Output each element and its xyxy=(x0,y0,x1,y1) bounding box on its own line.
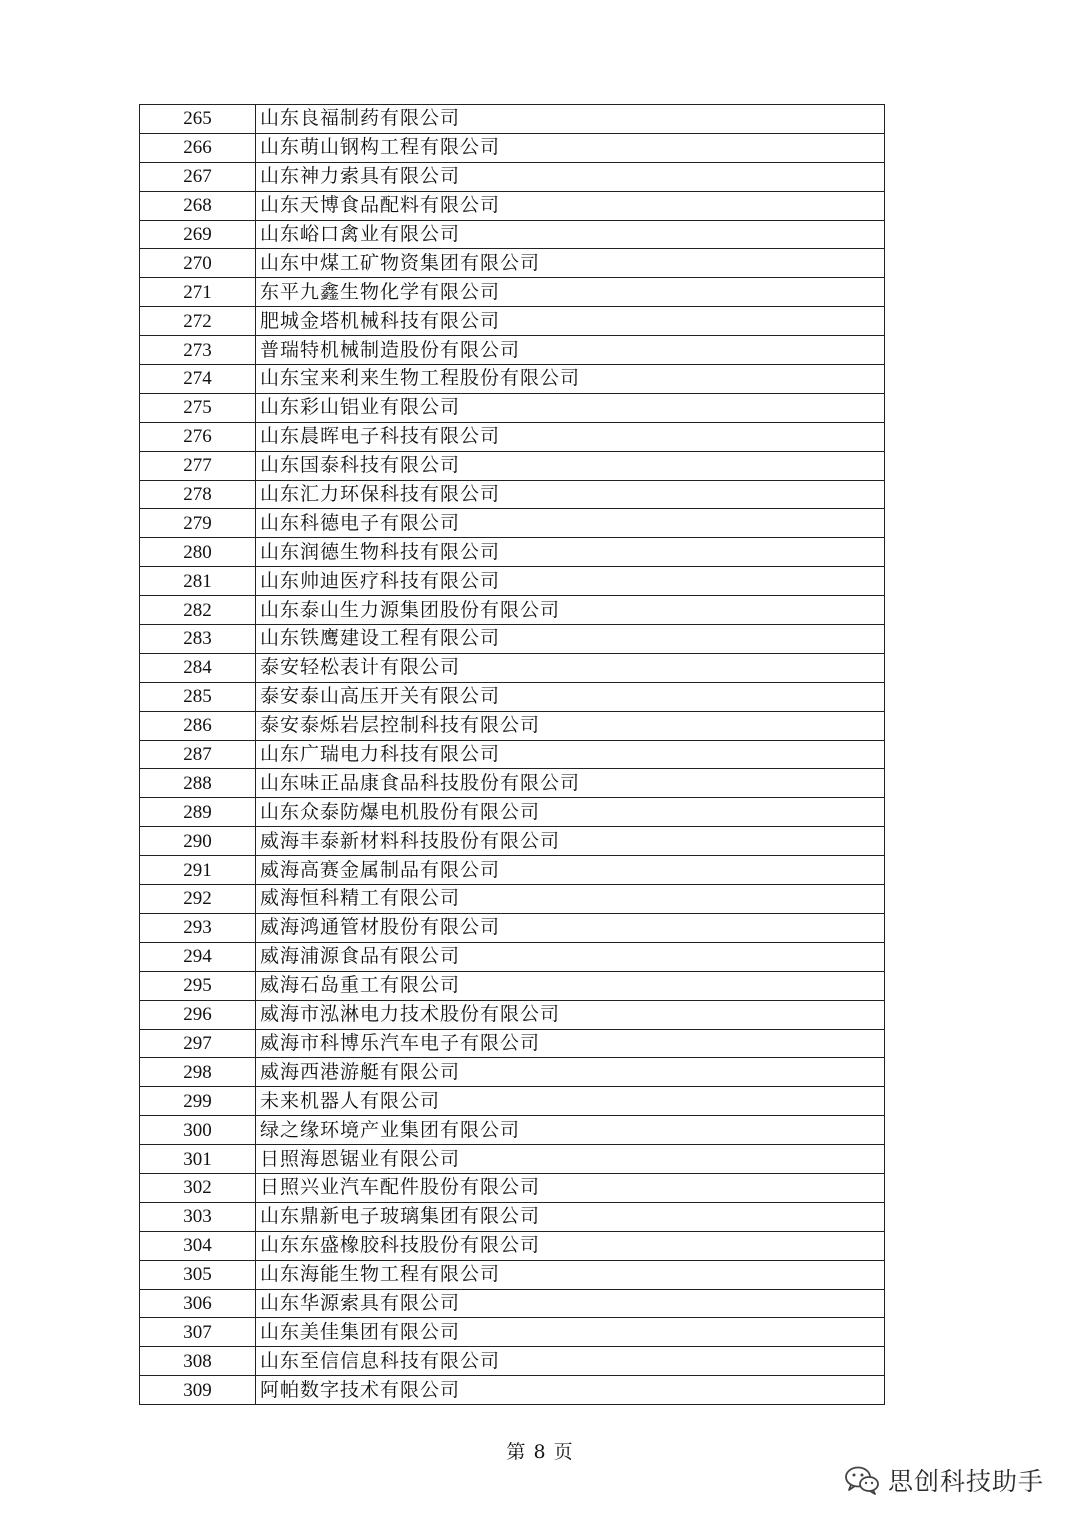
table-row xyxy=(140,1376,885,1405)
row-number: 283 xyxy=(140,625,256,654)
table-row xyxy=(140,856,885,885)
row-number: 299 xyxy=(140,1087,256,1116)
row-number: 268 xyxy=(140,191,256,220)
table-row xyxy=(140,769,885,798)
row-number: 298 xyxy=(140,1058,256,1087)
table-row xyxy=(140,422,885,451)
company-name: 威海市科博乐汽车电子有限公司 xyxy=(256,1029,885,1058)
table-row xyxy=(140,1289,885,1318)
table-row xyxy=(140,567,885,596)
table-row xyxy=(140,538,885,567)
table-row xyxy=(140,1087,885,1116)
row-number: 278 xyxy=(140,480,256,509)
row-number: 289 xyxy=(140,798,256,827)
company-name: 泰安泰山高压开关有限公司 xyxy=(256,682,885,711)
row-number: 270 xyxy=(140,249,256,278)
company-name: 山东天博食品配料有限公司 xyxy=(256,191,885,220)
company-name: 绿之缘环境产业集团有限公司 xyxy=(256,1116,885,1145)
row-number: 284 xyxy=(140,653,256,682)
company-name: 泰安轻松表计有限公司 xyxy=(256,653,885,682)
row-number: 300 xyxy=(140,1116,256,1145)
row-number: 272 xyxy=(140,307,256,336)
company-name: 山东彩山铝业有限公司 xyxy=(256,393,885,422)
table-row xyxy=(140,1029,885,1058)
table-row xyxy=(140,509,885,538)
table-row xyxy=(140,1145,885,1174)
table-row xyxy=(140,1318,885,1347)
table-row xyxy=(140,451,885,480)
row-number: 309 xyxy=(140,1376,256,1405)
company-name: 山东海能生物工程有限公司 xyxy=(256,1260,885,1289)
row-number: 302 xyxy=(140,1173,256,1202)
table-row xyxy=(140,653,885,682)
table-row xyxy=(140,682,885,711)
row-number: 295 xyxy=(140,971,256,1000)
row-number: 307 xyxy=(140,1318,256,1347)
row-number: 288 xyxy=(140,769,256,798)
company-name: 肥城金塔机械科技有限公司 xyxy=(256,307,885,336)
company-name: 威海市泓淋电力技术股份有限公司 xyxy=(256,1000,885,1029)
company-name: 山东至信信息科技有限公司 xyxy=(256,1347,885,1376)
table-row xyxy=(140,307,885,336)
row-number: 305 xyxy=(140,1260,256,1289)
row-number: 292 xyxy=(140,885,256,914)
row-number: 303 xyxy=(140,1202,256,1231)
wechat-icon xyxy=(844,1465,880,1495)
row-number: 267 xyxy=(140,162,256,191)
company-name: 山东广瑞电力科技有限公司 xyxy=(256,740,885,769)
row-number: 294 xyxy=(140,942,256,971)
row-number: 271 xyxy=(140,278,256,307)
company-name: 山东中煤工矿物资集团有限公司 xyxy=(256,249,885,278)
company-name: 山东华源索具有限公司 xyxy=(256,1289,885,1318)
table-row xyxy=(140,133,885,162)
company-name: 东平九鑫生物化学有限公司 xyxy=(256,278,885,307)
page-number: 第 8 页 xyxy=(506,1441,574,1463)
row-number: 275 xyxy=(140,393,256,422)
company-name: 日照兴业汽车配件股份有限公司 xyxy=(256,1173,885,1202)
row-number: 282 xyxy=(140,596,256,625)
table-row xyxy=(140,625,885,654)
table-row xyxy=(140,105,885,134)
company-name: 泰安泰烁岩层控制科技有限公司 xyxy=(256,711,885,740)
wechat-watermark xyxy=(844,1462,1044,1498)
company-name: 威海浦源食品有限公司 xyxy=(256,942,885,971)
table-row xyxy=(140,191,885,220)
company-list-table xyxy=(139,104,885,1405)
row-number: 290 xyxy=(140,827,256,856)
table-row xyxy=(140,913,885,942)
row-number: 306 xyxy=(140,1289,256,1318)
company-name: 日照海恩锯业有限公司 xyxy=(256,1145,885,1174)
company-name: 山东美佳集团有限公司 xyxy=(256,1318,885,1347)
table-row xyxy=(140,885,885,914)
row-number: 301 xyxy=(140,1145,256,1174)
table-row xyxy=(140,1260,885,1289)
row-number: 297 xyxy=(140,1029,256,1058)
company-name: 阿帕数字技术有限公司 xyxy=(256,1376,885,1405)
table-row xyxy=(140,365,885,394)
company-name: 山东良福制药有限公司 xyxy=(256,105,885,134)
row-number: 291 xyxy=(140,856,256,885)
row-number: 293 xyxy=(140,913,256,942)
table-row xyxy=(140,1202,885,1231)
row-number: 276 xyxy=(140,422,256,451)
watermark-text: 思创科技助手 xyxy=(887,1467,1044,1496)
company-name: 山东润德生物科技有限公司 xyxy=(256,538,885,567)
company-name: 山东味正品康食品科技股份有限公司 xyxy=(256,769,885,798)
company-name: 威海恒科精工有限公司 xyxy=(256,885,885,914)
row-number: 281 xyxy=(140,567,256,596)
company-name: 山东汇力环保科技有限公司 xyxy=(256,480,885,509)
table-row xyxy=(140,1231,885,1260)
company-name: 山东鼎新电子玻璃集团有限公司 xyxy=(256,1202,885,1231)
table-row xyxy=(140,740,885,769)
company-name: 威海鸿通管材股份有限公司 xyxy=(256,913,885,942)
table-row xyxy=(140,798,885,827)
table-row xyxy=(140,1116,885,1145)
row-number: 274 xyxy=(140,365,256,394)
table-row xyxy=(140,711,885,740)
company-name: 山东铁鹰建设工程有限公司 xyxy=(256,625,885,654)
row-number: 273 xyxy=(140,336,256,365)
company-name: 未来机器人有限公司 xyxy=(256,1087,885,1116)
company-name: 山东神力索具有限公司 xyxy=(256,162,885,191)
company-name: 山东萌山钢构工程有限公司 xyxy=(256,133,885,162)
company-name: 威海石岛重工有限公司 xyxy=(256,971,885,1000)
table-row xyxy=(140,596,885,625)
company-name: 山东东盛橡胶科技股份有限公司 xyxy=(256,1231,885,1260)
company-name: 威海丰泰新材料科技股份有限公司 xyxy=(256,827,885,856)
table-row xyxy=(140,1347,885,1376)
row-number: 287 xyxy=(140,740,256,769)
table-row xyxy=(140,278,885,307)
company-name: 普瑞特机械制造股份有限公司 xyxy=(256,336,885,365)
company-name: 山东科德电子有限公司 xyxy=(256,509,885,538)
row-number: 280 xyxy=(140,538,256,567)
table-row xyxy=(140,827,885,856)
company-name: 山东晨晖电子科技有限公司 xyxy=(256,422,885,451)
table-row xyxy=(140,393,885,422)
table-row xyxy=(140,220,885,249)
company-name: 威海高赛金属制品有限公司 xyxy=(256,856,885,885)
table-row xyxy=(140,971,885,1000)
row-number: 269 xyxy=(140,220,256,249)
row-number: 285 xyxy=(140,682,256,711)
company-name: 山东宝来利来生物工程股份有限公司 xyxy=(256,365,885,394)
company-name: 山东泰山生力源集团股份有限公司 xyxy=(256,596,885,625)
table-row xyxy=(140,249,885,278)
company-name: 山东国泰科技有限公司 xyxy=(256,451,885,480)
table-row xyxy=(140,1173,885,1202)
company-name: 山东众泰防爆电机股份有限公司 xyxy=(256,798,885,827)
company-name: 威海西港游艇有限公司 xyxy=(256,1058,885,1087)
table-row xyxy=(140,162,885,191)
company-list-body xyxy=(140,105,885,1405)
row-number: 308 xyxy=(140,1347,256,1376)
table-row xyxy=(140,336,885,365)
row-number: 296 xyxy=(140,1000,256,1029)
row-number: 304 xyxy=(140,1231,256,1260)
row-number: 266 xyxy=(140,133,256,162)
table-row xyxy=(140,1058,885,1087)
table-row xyxy=(140,480,885,509)
table-row xyxy=(140,942,885,971)
row-number: 279 xyxy=(140,509,256,538)
company-name: 山东帅迪医疗科技有限公司 xyxy=(256,567,885,596)
row-number: 286 xyxy=(140,711,256,740)
table-row xyxy=(140,1000,885,1029)
company-name: 山东峪口禽业有限公司 xyxy=(256,220,885,249)
row-number: 265 xyxy=(140,105,256,134)
row-number: 277 xyxy=(140,451,256,480)
